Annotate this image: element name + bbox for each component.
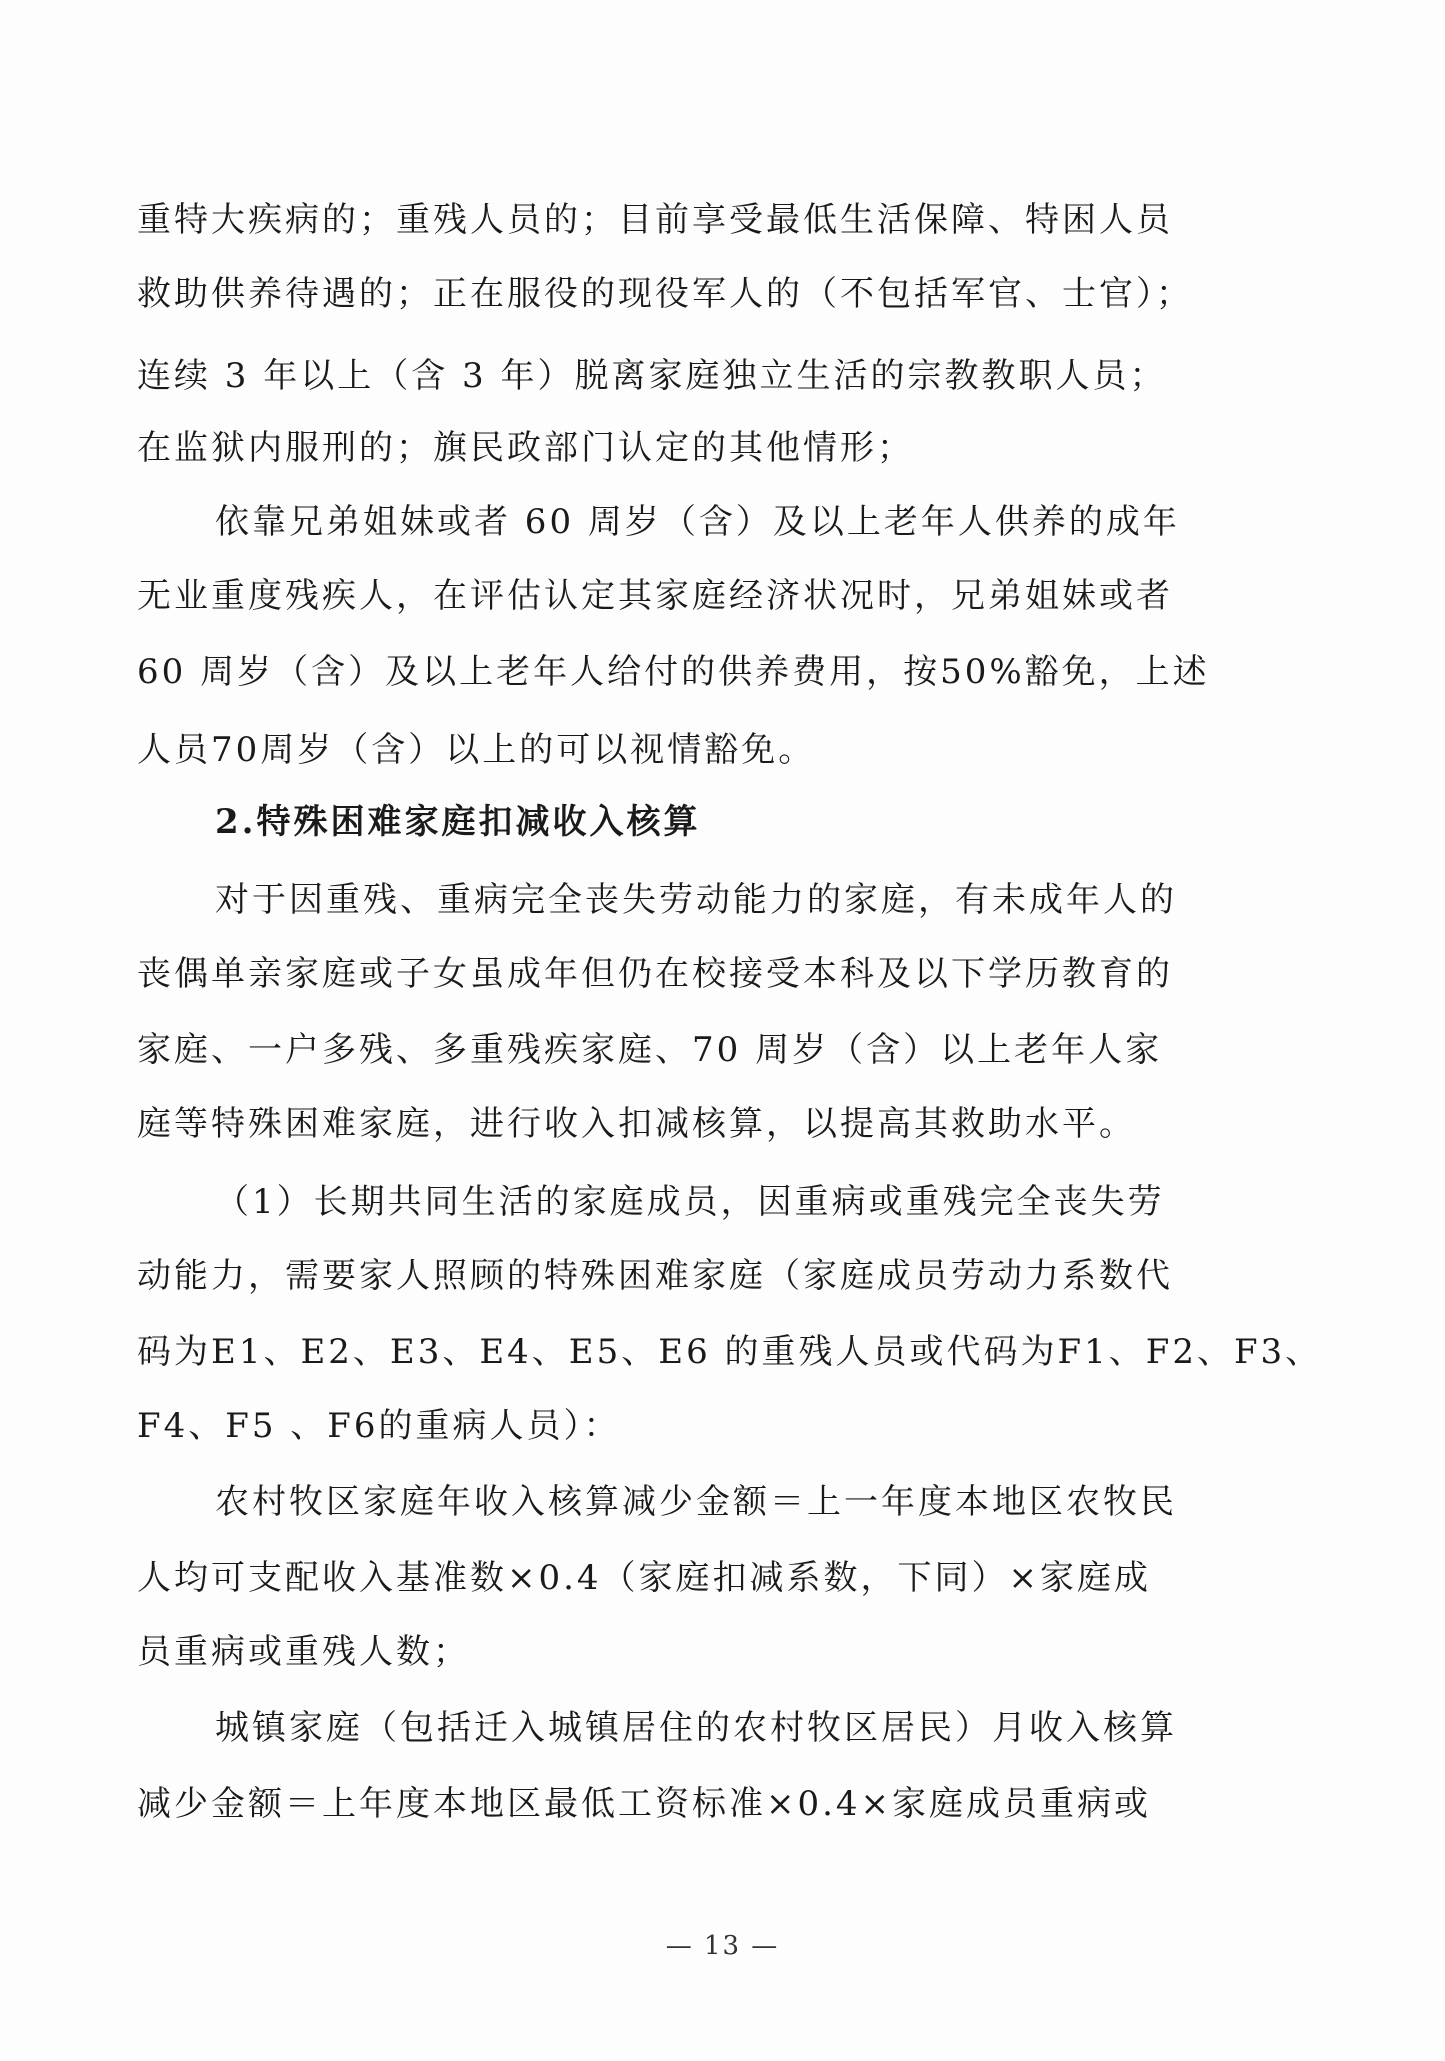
text-line-16: 码为E1、E2、E3、E4、E5、E6 的重残人员或代码为F1、F2、F3、 [137,1332,1323,1372]
text-line-13: 庭等特殊困难家庭，进行收入扣减核算，以提高其救助水平。 [137,1104,1136,1144]
page-number: — 13 — [665,1931,780,1961]
text-line-10: 对于因重残、重病完全丧失劳动能力的家庭，有未成年人的 [215,880,1177,920]
text-line-8: 人员70周岁（含）以上的可以视情豁免。 [137,730,816,770]
text-line-15: 动能力，需要家人照顾的特殊困难家庭（家庭成员劳动力系数代 [137,1256,1173,1296]
text-line-3: 连续 3 年以上（含 3 年）脱离家庭独立生活的宗教教职人员； [137,356,1167,396]
text-line-7: 60 周岁（含）及以上老年人给付的供养费用，按50%豁免，上述 [137,652,1210,692]
text-line-22: 减少金额＝上年度本地区最低工资标准×0.4×家庭成员重病或 [137,1784,1152,1824]
text-line-12: 家庭、一户多残、多重残疾家庭、70 周岁（含）以上老年人家 [137,1030,1163,1070]
text-line-1: 重特大疾病的；重残人员的；目前享受最低生活保障、特困人员 [137,200,1173,240]
section-heading: 2.特殊困难家庭扣减收入核算 [215,802,701,842]
text-line-17: F4、F5 、F6的重病人员）： [137,1406,621,1446]
text-line-14: （1）长期共同生活的家庭成员，因重病或重残完全丧失劳 [215,1182,1165,1222]
text-line-5: 依靠兄弟姐妹或者 60 周岁（含）及以上老年人供养的成年 [215,502,1180,542]
text-line-21: 城镇家庭（包括迁入城镇居住的农村牧区居民）月收入核算 [215,1708,1177,1748]
text-line-20: 员重病或重残人数； [137,1632,470,1672]
text-line-6: 无业重度残疾人，在评估认定其家庭经济状况时，兄弟姐妹或者 [137,576,1173,616]
text-line-11: 丧偶单亲家庭或子女虽成年但仍在校接受本科及以下学历教育的 [137,954,1173,994]
text-line-18: 农村牧区家庭年收入核算减少金额＝上一年度本地区农牧民 [215,1482,1177,1522]
text-line-19: 人均可支配收入基准数×0.4（家庭扣减系数，下同）×家庭成 [137,1558,1152,1598]
text-line-2: 救助供养待遇的；正在服役的现役军人的（不包括军官、士官）； [137,274,1193,314]
text-line-4: 在监狱内服刑的；旗民政部门认定的其他情形； [137,428,914,468]
